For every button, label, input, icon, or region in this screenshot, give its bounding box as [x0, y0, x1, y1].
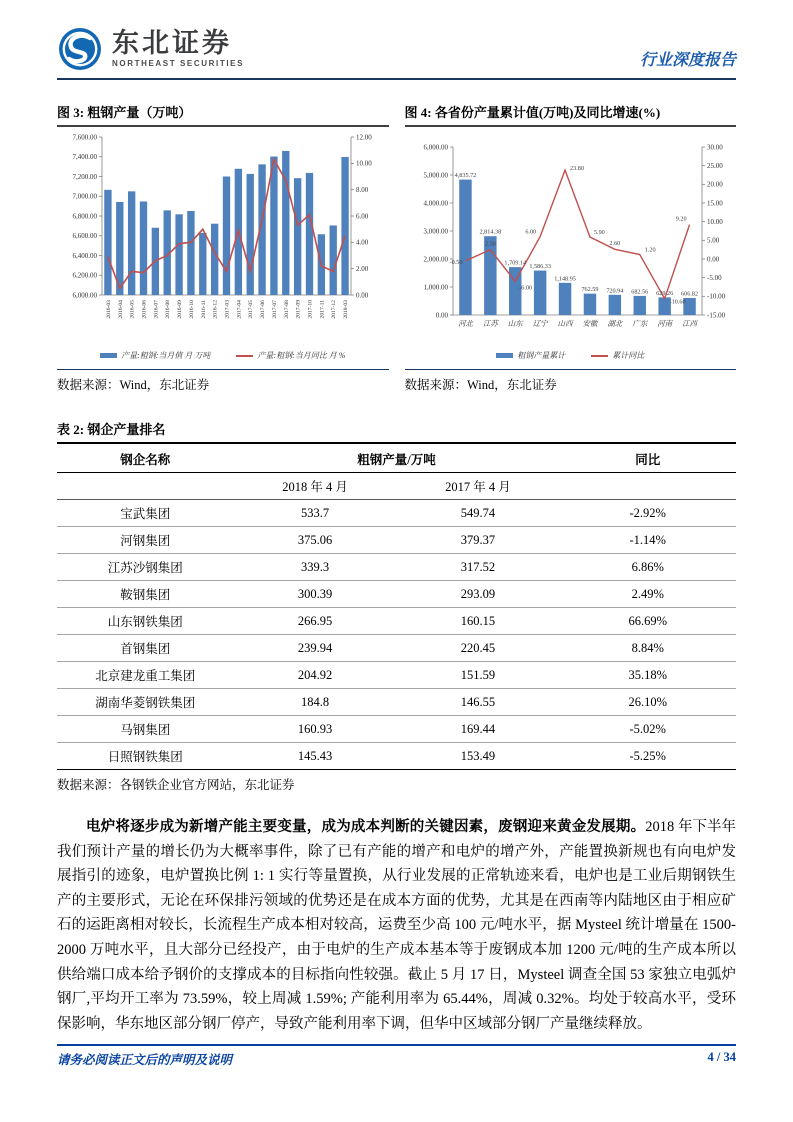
svg-text:2017-12: 2017-12: [331, 300, 338, 319]
svg-text:2018-03: 2018-03: [343, 300, 350, 319]
svg-text:2017-10: 2017-10: [307, 300, 314, 319]
table-cell: 2.49%: [559, 581, 736, 608]
svg-text:1.20: 1.20: [644, 246, 656, 254]
svg-text:2017-08: 2017-08: [283, 300, 290, 319]
footer-disclaimer: 请务必阅读正文后的声明及说明: [57, 1053, 233, 1067]
svg-text:5.90: 5.90: [593, 228, 605, 236]
legend-label: 粗钢产量累计: [517, 351, 566, 360]
table-cell: -1.14%: [559, 527, 736, 554]
table-row: [57, 608, 736, 635]
table-2-source: 数据来源：各钢铁企业官方网站，东北证券: [57, 778, 295, 792]
table-cell: 湖南华菱钢铁集团: [57, 689, 234, 716]
table-cell: -5.25%: [559, 743, 736, 770]
svg-text:7,000.00: 7,000.00: [72, 192, 97, 201]
svg-text:2.00: 2.00: [356, 265, 369, 274]
table-row: [57, 662, 736, 689]
col-header-output: 粗钢产量/万吨: [234, 444, 560, 473]
svg-text:7,400.00: 7,400.00: [72, 153, 97, 162]
line-series-swatch: [591, 355, 608, 357]
table-2-section: [57, 419, 736, 793]
svg-text:7,600.00: 7,600.00: [72, 133, 97, 142]
footer-page-number: 4 / 34: [707, 1050, 736, 1064]
table-2-title: 表 2: 钢企产量排名: [57, 419, 736, 444]
table-cell: 379.37: [396, 527, 559, 554]
svg-text:2016-04: 2016-04: [117, 300, 124, 319]
svg-text:2016-03: 2016-03: [105, 300, 112, 319]
svg-text:辽宁: 辽宁: [532, 319, 548, 328]
brand-logo: [57, 26, 244, 72]
figure-3-legend: [57, 350, 389, 361]
table-row: [57, 743, 736, 770]
svg-text:山东: 山东: [507, 319, 523, 328]
svg-text:山西: 山西: [557, 319, 573, 328]
table-row: [57, 527, 736, 554]
body-paragraph: [57, 815, 736, 1036]
svg-text:-5.00: -5.00: [706, 274, 722, 283]
col-subheader-blank: [57, 473, 234, 500]
svg-text:广东: 广东: [631, 319, 647, 328]
northeast-securities-logo-icon: [57, 26, 103, 72]
svg-text:4.00: 4.00: [356, 238, 369, 247]
svg-text:安徽: 安徽: [581, 319, 597, 328]
table-cell: 35.18%: [559, 662, 736, 689]
svg-text:30.00: 30.00: [706, 143, 723, 152]
svg-text:6,200.00: 6,200.00: [72, 271, 97, 280]
legend-label: 累计同比: [612, 351, 645, 360]
svg-text:6,000.00: 6,000.00: [423, 143, 448, 152]
svg-text:15.00: 15.00: [706, 199, 723, 208]
table-cell: 北京建龙重工集团: [57, 662, 234, 689]
svg-text:7,200.00: 7,200.00: [72, 172, 97, 181]
svg-text:2016-12: 2016-12: [212, 300, 219, 319]
col-subheader-blank: [559, 473, 736, 500]
table-row: [57, 581, 736, 608]
table-cell: 6.86%: [559, 554, 736, 581]
svg-text:5.00: 5.00: [706, 236, 719, 245]
svg-text:20.00: 20.00: [706, 180, 723, 189]
col-header-company: 钢企名称: [57, 444, 234, 473]
svg-text:2016-09: 2016-09: [177, 300, 184, 319]
svg-text:5,000.00: 5,000.00: [423, 171, 448, 180]
svg-text:0.00: 0.00: [356, 291, 369, 300]
svg-text:2016-06: 2016-06: [141, 300, 148, 319]
svg-text:8.00: 8.00: [356, 186, 369, 195]
svg-text:2017-03: 2017-03: [224, 300, 231, 319]
figure-4: [405, 102, 737, 393]
table-cell: 151.59: [396, 662, 559, 689]
table-cell: 26.10%: [559, 689, 736, 716]
steel-company-ranking-table: [57, 444, 736, 770]
bar-series-swatch: [496, 353, 513, 358]
svg-text:682.56: 682.56: [630, 288, 648, 296]
table-cell: -5.02%: [559, 716, 736, 743]
table-row: [57, 716, 736, 743]
table-cell: 8.84%: [559, 635, 736, 662]
svg-text:12.00: 12.00: [356, 133, 372, 142]
svg-text:2017-11: 2017-11: [319, 300, 326, 319]
table-cell: 日照钢铁集团: [57, 743, 234, 770]
svg-text:江苏: 江苏: [482, 319, 498, 328]
svg-text:10.00: 10.00: [356, 159, 372, 168]
svg-text:6.00: 6.00: [524, 228, 536, 236]
svg-text:2016-05: 2016-05: [129, 300, 136, 319]
svg-text:2016-07: 2016-07: [153, 300, 160, 319]
table-row: [57, 635, 736, 662]
svg-text:江西: 江西: [681, 319, 697, 328]
table-cell: 266.95: [234, 608, 397, 635]
table-cell: 146.55: [396, 689, 559, 716]
figure-3-chart: [57, 131, 384, 343]
svg-text:2016-10: 2016-10: [188, 300, 195, 319]
svg-text:-6.00: -6.00: [518, 284, 532, 292]
table-cell: 317.52: [396, 554, 559, 581]
svg-text:0.00: 0.00: [435, 311, 448, 320]
table-cell: 160.93: [234, 716, 397, 743]
table-cell: 375.06: [234, 527, 397, 554]
table-cell: 首钢集团: [57, 635, 234, 662]
figures-row: [57, 102, 736, 393]
svg-text:-10.00: -10.00: [706, 292, 725, 301]
svg-text:6,000.00: 6,000.00: [72, 291, 97, 300]
table-cell: 鞍钢集团: [57, 581, 234, 608]
svg-text:9.20: 9.20: [675, 215, 687, 223]
svg-text:-10.60: -10.60: [669, 298, 686, 306]
table-cell: 339.3: [234, 554, 397, 581]
brand-name-en: NORTHEAST SECURITIES: [112, 59, 245, 68]
figure-3-source: 数据来源：Wind，东北证券: [57, 378, 210, 392]
line-series-swatch: [236, 355, 253, 357]
svg-text:2017-05: 2017-05: [248, 300, 255, 319]
svg-text:2,000.00: 2,000.00: [423, 255, 448, 264]
table-cell: 204.92: [234, 662, 397, 689]
table-cell: 169.44: [396, 716, 559, 743]
table-cell: 533.7: [234, 500, 397, 527]
figure-3: [57, 102, 389, 393]
table-row: [57, 689, 736, 716]
table-cell: 河钢集团: [57, 527, 234, 554]
svg-text:2016-08: 2016-08: [165, 300, 172, 319]
svg-text:4,000.00: 4,000.00: [423, 199, 448, 208]
table-cell: -2.92%: [559, 500, 736, 527]
legend-label: 产量:粗钢:当月同比 月 %: [257, 351, 346, 360]
brand-name-cn: 东北证券: [112, 28, 232, 58]
svg-text:2017-04: 2017-04: [236, 300, 243, 319]
col-subheader-2018: 2018 年 4 月: [234, 473, 397, 500]
svg-text:2,814.38: 2,814.38: [479, 228, 501, 236]
svg-text:2017-06: 2017-06: [260, 300, 267, 319]
svg-text:2.50: 2.50: [484, 240, 496, 248]
svg-text:6,800.00: 6,800.00: [72, 212, 97, 221]
table-cell: 153.49: [396, 743, 559, 770]
svg-text:2016-11: 2016-11: [200, 300, 207, 319]
svg-text:湖北: 湖北: [606, 319, 622, 328]
table-cell: 549.74: [396, 500, 559, 527]
table-row: [57, 554, 736, 581]
svg-text:-15.00: -15.00: [706, 311, 725, 320]
svg-text:6.00: 6.00: [356, 212, 369, 221]
svg-text:25.00: 25.00: [706, 162, 723, 171]
col-header-yoy: 同比: [559, 444, 736, 473]
svg-text:0.00: 0.00: [706, 255, 719, 264]
svg-text:2017-09: 2017-09: [295, 300, 302, 319]
figure-4-chart: [405, 131, 739, 343]
svg-text:6,400.00: 6,400.00: [72, 251, 97, 260]
svg-text:-0.50: -0.50: [449, 258, 462, 266]
page-header: [57, 0, 736, 80]
table-cell: 293.09: [396, 581, 559, 608]
svg-text:1,586.33: 1,586.33: [528, 263, 551, 271]
table-cell: 宝武集团: [57, 500, 234, 527]
svg-text:762.59: 762.59: [580, 286, 598, 294]
svg-text:1,000.00: 1,000.00: [423, 283, 448, 292]
svg-text:河南: 河南: [656, 319, 672, 328]
table-row: [57, 500, 736, 527]
report-type-label: 行业深度报告: [639, 52, 736, 69]
svg-text:2017-07: 2017-07: [271, 300, 278, 319]
svg-text:10.00: 10.00: [706, 218, 723, 227]
table-cell: 184.8: [234, 689, 397, 716]
svg-text:23.80: 23.80: [569, 165, 584, 173]
figure-4-title: 图 4: 各省份产量累计值(万吨)及同比增速(%): [405, 102, 737, 127]
body-text: 2018 年下半年我们预计产量的增长仍为大概率事件，除了已有产能的增产和电炉的增产外，产能置换新规也有向电炉发展指引的迹象，电炉置换比例 1: 1 实行等量置换，从行业发展的正常轨迹来看，电炉也是工业后期钢铁生产的主要形式，无论在环保排污领域的优势还是在成本方面的优势，尤其是在西南等内陆地区由于相应矿石的运距离相对较长，长流程生产成本相对较高，运费至少高 100 元/吨水平，据 Mysteel 统计增量在 1500-2000 万吨水平，且大部分已经投产，由于电炉的生产成本基本等于废钢成本加 1200 元/吨的生产成本所以供给端口成本给予钢价的支撑成本的目标指向性较强。截止 5 月 17 日，Mysteel 调查全国 53 家独立电弧炉钢厂,平均开工率为 73.59%，较上周减 1.59%; 产能利用率为 65.44%，周减 0.32%。均处于较高水平，受环保影响，华东地区部分钢厂停产，导致产能利用率下调，但华中区域部分钢厂产量继续释放。: [57, 819, 736, 1032]
bar-series-swatch: [100, 353, 117, 358]
figure-3-title: 图 3: 粗钢产量（万吨）: [57, 102, 389, 127]
svg-text:3,000.00: 3,000.00: [423, 227, 448, 236]
body-bold-lead: 电炉将逐步成为新增产能主要变量，成为成本判断的关键因素，废钢迎来黄金发展期。: [86, 819, 646, 835]
figure-4-legend: [405, 350, 737, 361]
svg-text:4,835.72: 4,835.72: [454, 172, 476, 180]
table-cell: 160.15: [396, 608, 559, 635]
table-cell: 江苏沙钢集团: [57, 554, 234, 581]
page-footer: [57, 1044, 736, 1068]
svg-text:2.60: 2.60: [608, 239, 620, 247]
table-cell: 300.39: [234, 581, 397, 608]
table-cell: 山东钢铁集团: [57, 608, 234, 635]
table-cell: 145.43: [234, 743, 397, 770]
table-cell: 马钢集团: [57, 716, 234, 743]
svg-text:6,600.00: 6,600.00: [72, 232, 97, 241]
svg-text:629.26: 629.26: [655, 289, 673, 297]
table-cell: 66.69%: [559, 608, 736, 635]
svg-text:1,709.14: 1,709.14: [503, 259, 526, 267]
table-cell: 220.45: [396, 635, 559, 662]
col-subheader-2017: 2017 年 4 月: [396, 473, 559, 500]
figure-4-source: 数据来源：Wind，东北证券: [404, 378, 557, 392]
table-cell: 239.94: [234, 635, 397, 662]
svg-text:1,148.95: 1,148.95: [553, 275, 576, 283]
svg-text:河北: 河北: [457, 319, 473, 328]
legend-label: 产量:粗钢:当月值 月 万吨: [121, 351, 211, 360]
svg-text:606.82: 606.82: [680, 290, 698, 298]
svg-text:720.94: 720.94: [605, 287, 623, 295]
